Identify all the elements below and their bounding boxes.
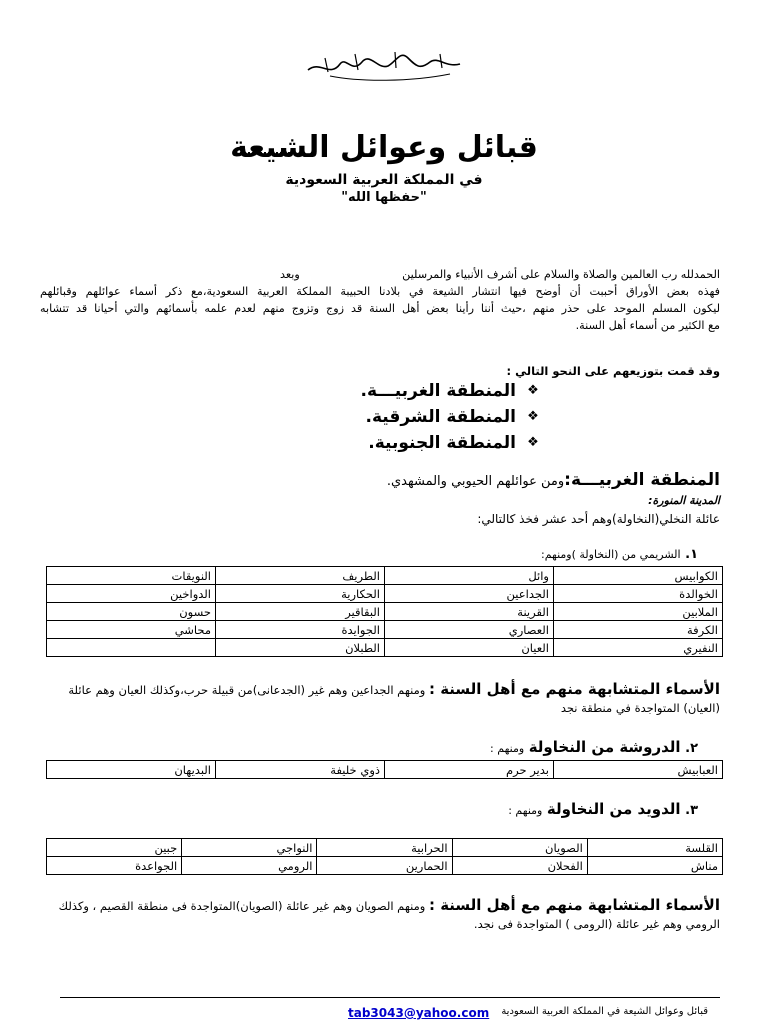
basmala-calligraphy [300, 40, 470, 85]
table-cell: الحمارين [317, 857, 452, 875]
intro-line-2: فهذه بعض الأوراق أحببت أن أوضح فيها انتشار الشيعة في بلادنا الحبيبة المملكة العربية السعودية،مع ذكر أسماء عوائلهم وقبائلهم [40, 285, 720, 298]
intro-line-3: ليكون المسلم الموحد على حذر منهم ،حيث أننا رأينا بعض أهل السنة قد زوج وتزوج منهم لعدم علمه بأسمائهم والتي أحيانا قد تتشابه [40, 302, 720, 315]
table-cell: الكرفة [554, 621, 723, 639]
section-2-title: ٢. الدروشة من النخاولة ومنهم : [490, 738, 698, 756]
document-subtitle-blessing: "حفظها الله" [341, 190, 427, 205]
table-row [47, 839, 723, 857]
diamond-bullet-icon: ❖ [527, 383, 539, 398]
table-cell: الخوالدة [554, 585, 723, 603]
table-cell: جبين [47, 839, 182, 857]
table-cell: الجوايدة [216, 621, 385, 639]
table-cell: ذوي خليفة [216, 761, 385, 779]
footer-divider [60, 997, 720, 998]
table-cell: العيان [385, 639, 554, 657]
intro-paragraph [40, 266, 720, 334]
table-cell: الرومي [182, 857, 317, 875]
west-region-heading: المنطقة الغربيـــة:ومن عوائلهم الحيوبي والمشهدي. [386, 470, 720, 490]
similar-names-note-2: الأسماء المتشابهة منهم مع أهل السنة : ومنهم الصويان وهم غير عائلة (الصويان)المتواجدة فى منطقة القصيم ، وكذلك الرومي وهم غير عائلة (الرومى ) المتواجدة فى نجد. [58, 896, 720, 931]
table-cell: الكوابيس [554, 567, 723, 585]
table-cell: الطريف [216, 567, 385, 585]
table-cell: القرينة [385, 603, 554, 621]
diamond-bullet-icon: ❖ [527, 409, 539, 424]
table-cell: الجداعين [385, 585, 554, 603]
table-cell: الطبلان [216, 639, 385, 657]
similar-names-note-1: الأسماء المتشابهة منهم مع أهل السنة : ومنهم الجداعين وهم غير (الجدعانى)من قبيلة حرب،وكذلك العيان وهم عائلة (العيان) المتواجدة في منطقة نجد [68, 680, 720, 715]
document-title: قبائل وعوائل الشيعة [230, 130, 538, 165]
intro-line-4: مع الكثير من أسماء أهل السنة. [575, 319, 720, 332]
table-cell: حسون [47, 603, 216, 621]
madina-label: المدينة المنورة: [648, 494, 720, 507]
table-cell: النفيري [554, 639, 723, 657]
table-cell: الفحلان [452, 857, 587, 875]
list-item: ❖ المنطقة الجنوبية. [361, 430, 540, 456]
intro-wabaad: وبعد [280, 268, 300, 281]
section-3-title: ٣. الدويد من النخاولة ومنهم : [508, 800, 698, 818]
table-cell: الجواعدة [47, 857, 182, 875]
table-cell: بدير حرم [385, 761, 554, 779]
document-subtitle: في المملكة العربية السعودية [285, 172, 483, 188]
intro-line-1: الحمدلله رب العالمين والصلاة والسلام على أشرف الأنبياء والمرسلين [402, 268, 720, 281]
families-table-3 [46, 838, 723, 875]
table-cell: البديهان [47, 761, 216, 779]
table-cell: الملابين [554, 603, 723, 621]
table-cell: محاشي [47, 621, 216, 639]
diamond-bullet-icon: ❖ [527, 435, 539, 450]
table-cell: الحرابية [317, 839, 452, 857]
title-decoration [240, 152, 290, 154]
table-cell: وائل [385, 567, 554, 585]
table-cell: مناش [587, 857, 722, 875]
table-row [47, 639, 723, 657]
table-row [47, 567, 723, 585]
table-cell: النويقات [47, 567, 216, 585]
table-row [47, 857, 723, 875]
families-table-1 [46, 566, 723, 657]
table-row [47, 761, 723, 779]
table-cell: البقاقير [216, 603, 385, 621]
list-item: ❖ المنطقة الشرقية. [361, 404, 540, 430]
nakhli-family-line: عائلة النخلي(النخاولة)وهم أحد عشر فخذ كالتالي: [477, 512, 720, 526]
footer-email-link[interactable]: tab3043@yahoo.com [348, 1006, 490, 1020]
table-cell: الدواخين [47, 585, 216, 603]
table-row [47, 585, 723, 603]
table-cell: العصاري [385, 621, 554, 639]
section-1-title: ١. الشريمي من (النخاولة )ومنهم: [540, 547, 698, 562]
table-row [47, 603, 723, 621]
table-cell [47, 639, 216, 657]
table-cell: الحكارية [216, 585, 385, 603]
list-item: ❖ المنطقة الغربيـــة. [361, 378, 540, 404]
table-cell: النواجي [182, 839, 317, 857]
table-cell: القلسة [587, 839, 722, 857]
table-row [47, 621, 723, 639]
distribution-intro: وقد قمت بتوزيعهم على النحو التالي : [506, 364, 720, 378]
footer-title: قبائل وعوائل الشيعة في المملكة العربية السعودية [501, 1006, 708, 1017]
table-cell: الصويان [452, 839, 587, 857]
table-cell: العبابيش [554, 761, 723, 779]
regions-list [361, 378, 540, 456]
families-table-2 [46, 760, 723, 779]
